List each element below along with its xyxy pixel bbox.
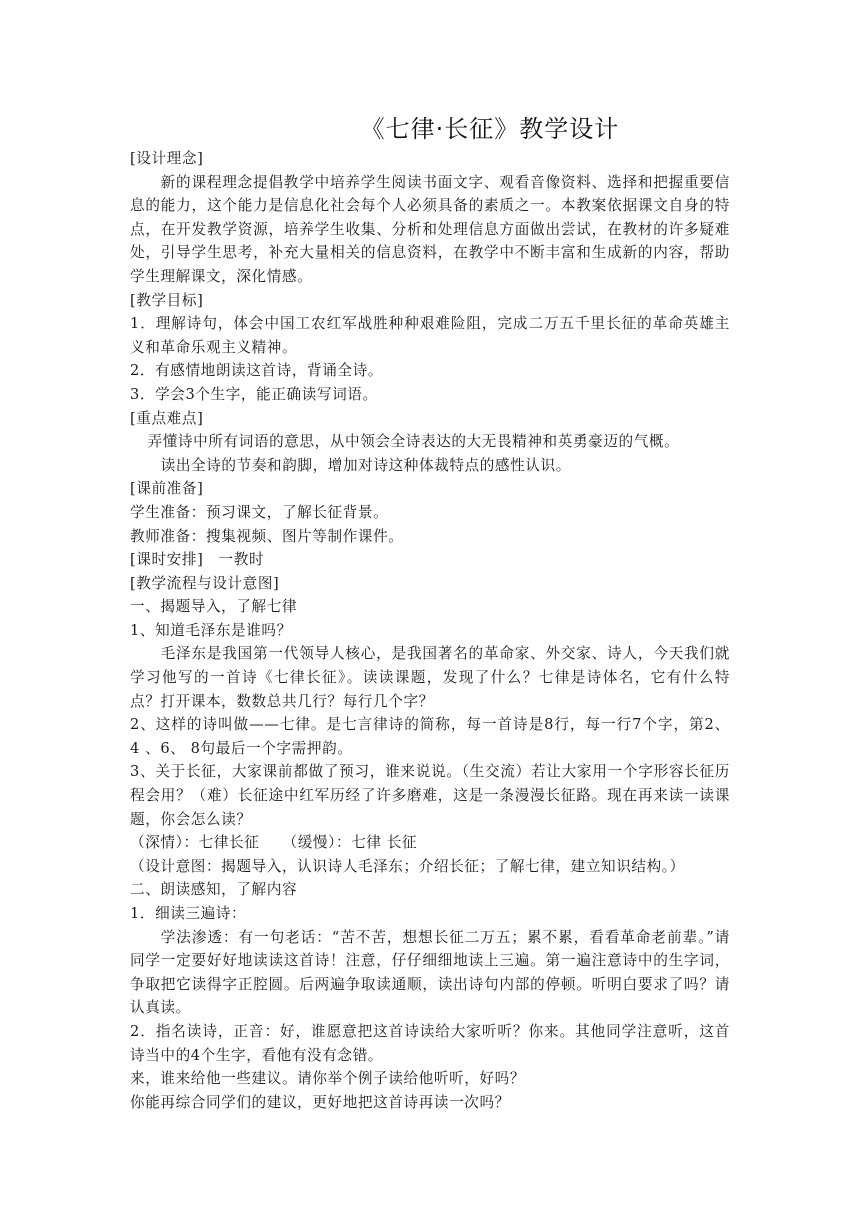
list-item: 3．学会3个生字，能正确读写词语。 [130,385,378,403]
paragraph: 来，谁来给他一些建议。请你举个例子读给他听听，好吗？ [130,1070,526,1088]
document-title: 《七律·长征》教学设计 [360,115,620,143]
paragraph: 1、知道毛泽东是谁吗？ [130,621,292,639]
paragraph: 学法渗透：有一句老话：“苦不苦，想想长征二万五；累不累，看看革命老前辈。”请同学一定要好好地读读这首诗！注意，仔仔细细地读上三遍。第一遍注意诗中的生字词，争取把它读得字正腔圆。后两遍争取读通顺，读出诗句内部的停顿。听明白要求了吗？请认真读。 [130,928,730,1017]
paragraph: 2．指名读诗，正音：好，谁愿意把这首诗读给大家听听？你来。其他同学注意听，这首诗当中的4个生字，看他有没有念错。 [130,1022,730,1064]
paragraph: 弄懂诗中所有词语的意思，从中领会全诗表达的大无畏精神和英勇豪迈的气概。 [147,433,680,451]
section-heading: [重点难点] [130,409,204,427]
paragraph: 学生准备：预习课文，了解长征背景。 [130,503,389,521]
section-heading: [教学目标] [130,291,204,309]
paragraph: 2、这样的诗叫做——七律。是七言律诗的简称，每一首诗是8行，每一行7个字，第2、 4 、6、 8句最后一个字需押韵。 [130,716,730,757]
paragraph: 读出全诗的节奏和韵脚，增加对诗这种体裁特点的感性认识。 [160,456,571,474]
section-heading: [设计理念] [130,150,204,167]
paragraph: （设计意图：揭题导入，认识诗人毛泽东；介绍长征；了解七律，建立知识结构。） [130,857,685,875]
paragraph: 3、关于长征，大家课前都做了预习，谁来说说。（生交流）若让大家用一个字形容长征历程会用？（难）长征途中红军历经了许多磨难，这是一条漫漫长征路。现在再来读一读课题，你会怎么读？ [130,763,730,828]
list-item: 1．理解诗句，体会中国工农红军战胜种种艰难险阻，完成二万五千里长征的革命英雄主义和革命乐观主义精神。 [130,315,730,356]
list-item: 2．有感情地朗读这首诗，背诵全诗。 [130,362,383,380]
paragraph: 毛泽东是我国第一代领导人核心，是我国著名的革命家、外交家、诗人，今天我们就学习他写的一首诗《七律长征》。读读课题，发现了什么？七律是诗体名，它有什么特点？打开课本，数数总共几行？每行几个字？ [130,645,730,710]
paragraph: 新的课程理念提倡教学中培养学生阅读书面文字、观看音像资料、选择和把握重要信息的能力，这个能力是信息化社会每个人必须具备的素质之一。本教案依据课文自身的特点，在开发教学资源，培养学生收集、分析和处理信息方面做出尝试，在教材的许多疑难处，引导学生思考，补充大量相关的信息资料，在教学中不断丰富和生成新的内容，帮助学生理解课文，深化情感。 [130,173,730,285]
paragraph: 教师准备：搜集视频、图片等制作课件。 [130,527,404,545]
section-heading: [教学流程与设计意图] [130,574,280,592]
document-body [130,147,730,1114]
paragraph: 二、朗读感知，了解内容 [130,881,298,899]
section-heading: [课前准备] [130,480,204,498]
paragraph: （深情）：七律长征 （缓慢）：七律 长征 [130,834,418,852]
paragraph: 1．细读三遍诗： [130,905,247,922]
paragraph: 一、揭题导入，了解七律 [130,598,298,616]
paragraph: 你能再综合同学们的建议，更好地把这首诗再读一次吗？ [130,1093,510,1111]
section-heading: [课时安排] 一教时 [130,551,265,569]
